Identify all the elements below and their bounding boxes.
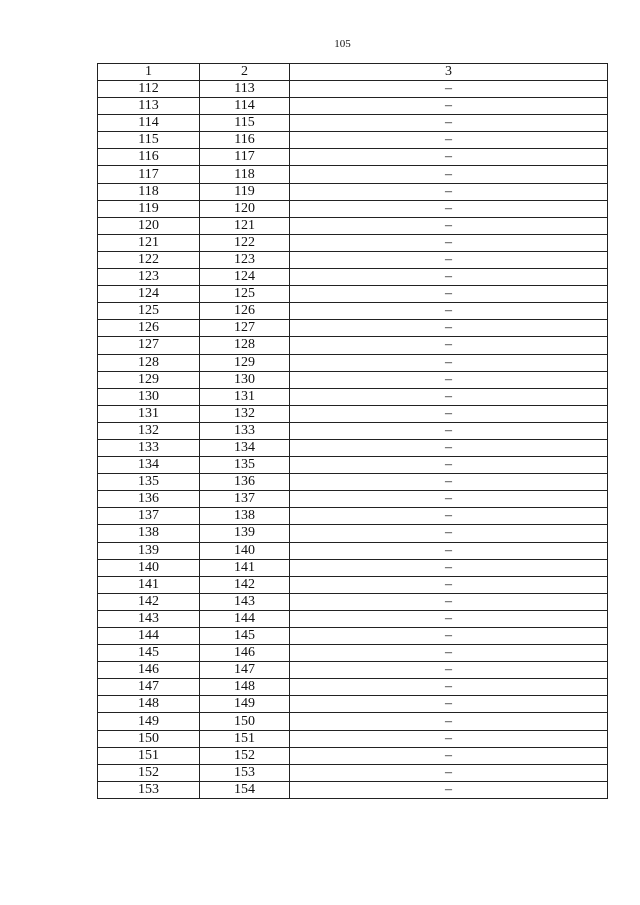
table-cell-col-2: 125: [200, 286, 290, 303]
table-row: [98, 303, 608, 320]
table-cell-col-2: 130: [200, 371, 290, 388]
table-cell-col-2: 119: [200, 183, 290, 200]
table-cell-col-1: 121: [98, 234, 200, 251]
table-cell-col-2: 136: [200, 474, 290, 491]
table-cell-col-2: 150: [200, 713, 290, 730]
table-cell-col-3: –: [290, 628, 608, 645]
table-cell-col-1: 118: [98, 183, 200, 200]
table-header-row: [98, 64, 608, 81]
table-cell-col-1: 119: [98, 200, 200, 217]
table-row: [98, 166, 608, 183]
table-cell-col-1: 149: [98, 713, 200, 730]
table-cell-col-3: –: [290, 422, 608, 439]
table-cell-col-2: 141: [200, 559, 290, 576]
table-row: [98, 730, 608, 747]
table-cell-col-2: 118: [200, 166, 290, 183]
table-cell-col-1: 148: [98, 696, 200, 713]
table-row: [98, 217, 608, 234]
table-row: [98, 320, 608, 337]
table-cell-col-1: 124: [98, 286, 200, 303]
table-cell-col-3: –: [290, 405, 608, 422]
table-cell-col-2: 121: [200, 217, 290, 234]
table-row: [98, 576, 608, 593]
table-cell-col-2: 142: [200, 576, 290, 593]
table-row: [98, 234, 608, 251]
table-row: [98, 525, 608, 542]
table-row: [98, 747, 608, 764]
column-header-3: 3: [290, 64, 608, 81]
table-row: [98, 559, 608, 576]
table-row: [98, 474, 608, 491]
table-cell-col-2: 132: [200, 405, 290, 422]
table-cell-col-3: –: [290, 388, 608, 405]
table-cell-col-3: –: [290, 457, 608, 474]
table-row: [98, 149, 608, 166]
table-cell-col-2: 144: [200, 610, 290, 627]
table-cell-col-3: –: [290, 491, 608, 508]
table-cell-col-2: 138: [200, 508, 290, 525]
table-cell-col-2: 133: [200, 422, 290, 439]
table-row: [98, 388, 608, 405]
table-cell-col-2: 127: [200, 320, 290, 337]
table-cell-col-3: –: [290, 81, 608, 98]
table-cell-col-1: 115: [98, 132, 200, 149]
table-cell-col-3: –: [290, 183, 608, 200]
table-cell-col-3: –: [290, 149, 608, 166]
table-cell-col-2: 129: [200, 354, 290, 371]
table-cell-col-1: 125: [98, 303, 200, 320]
table-body: [98, 81, 608, 799]
table-cell-col-1: 137: [98, 508, 200, 525]
table-cell-col-3: –: [290, 132, 608, 149]
table-cell-col-1: 131: [98, 405, 200, 422]
table-cell-col-2: 115: [200, 115, 290, 132]
table-cell-col-3: –: [290, 286, 608, 303]
table-cell-col-3: –: [290, 696, 608, 713]
table-row: [98, 337, 608, 354]
table-cell-col-2: 140: [200, 542, 290, 559]
table-cell-col-1: 123: [98, 269, 200, 286]
table-cell-col-1: 145: [98, 645, 200, 662]
table-row: [98, 405, 608, 422]
table-row: [98, 593, 608, 610]
table-row: [98, 610, 608, 627]
page-number: 105: [334, 38, 351, 50]
table-row: [98, 354, 608, 371]
table-cell-col-1: 113: [98, 98, 200, 115]
table-row: [98, 98, 608, 115]
table-cell-col-1: 136: [98, 491, 200, 508]
table-cell-col-2: 152: [200, 747, 290, 764]
table-cell-col-1: 152: [98, 764, 200, 781]
table-cell-col-2: 147: [200, 662, 290, 679]
table-cell-col-3: –: [290, 730, 608, 747]
table-cell-col-3: –: [290, 234, 608, 251]
table-row: [98, 439, 608, 456]
table-cell-col-2: 139: [200, 525, 290, 542]
table-cell-col-1: 132: [98, 422, 200, 439]
table-cell-col-3: –: [290, 115, 608, 132]
table-cell-col-1: 128: [98, 354, 200, 371]
table-cell-col-1: 139: [98, 542, 200, 559]
table-cell-col-1: 150: [98, 730, 200, 747]
table-cell-col-3: –: [290, 320, 608, 337]
table-cell-col-1: 134: [98, 457, 200, 474]
table-row: [98, 645, 608, 662]
table-cell-col-2: 126: [200, 303, 290, 320]
table-row: [98, 713, 608, 730]
table-cell-col-2: 151: [200, 730, 290, 747]
table-row: [98, 183, 608, 200]
table-cell-col-3: –: [290, 98, 608, 115]
table-cell-col-1: 141: [98, 576, 200, 593]
table-cell-col-3: –: [290, 217, 608, 234]
table-row: [98, 132, 608, 149]
table-cell-col-2: 114: [200, 98, 290, 115]
table-row: [98, 491, 608, 508]
table-row: [98, 251, 608, 268]
table-row: [98, 764, 608, 781]
table-cell-col-3: –: [290, 269, 608, 286]
table-cell-col-3: –: [290, 337, 608, 354]
table-cell-col-2: 153: [200, 764, 290, 781]
table-cell-col-2: 117: [200, 149, 290, 166]
table-cell-col-2: 113: [200, 81, 290, 98]
table-cell-col-3: –: [290, 371, 608, 388]
table-cell-col-2: 134: [200, 439, 290, 456]
table-cell-col-2: 120: [200, 200, 290, 217]
table-cell-col-3: –: [290, 747, 608, 764]
data-table: [97, 63, 608, 799]
table-cell-col-2: 128: [200, 337, 290, 354]
table-cell-col-3: –: [290, 713, 608, 730]
table-cell-col-1: 127: [98, 337, 200, 354]
table-cell-col-2: 124: [200, 269, 290, 286]
table-cell-col-1: 116: [98, 149, 200, 166]
table-cell-col-1: 114: [98, 115, 200, 132]
table-cell-col-3: –: [290, 525, 608, 542]
table-cell-col-3: –: [290, 166, 608, 183]
table-row: [98, 628, 608, 645]
table-row: [98, 81, 608, 98]
table-cell-col-1: 117: [98, 166, 200, 183]
table-cell-col-2: 146: [200, 645, 290, 662]
column-header-1: 1: [98, 64, 200, 81]
table-cell-col-1: 142: [98, 593, 200, 610]
table-row: [98, 679, 608, 696]
table-row: [98, 422, 608, 439]
table-cell-col-3: –: [290, 303, 608, 320]
table-cell-col-1: 140: [98, 559, 200, 576]
table-cell-col-3: –: [290, 662, 608, 679]
table-cell-col-1: 147: [98, 679, 200, 696]
table-cell-col-1: 151: [98, 747, 200, 764]
table-row: [98, 371, 608, 388]
table-cell-col-2: 116: [200, 132, 290, 149]
table-cell-col-3: –: [290, 645, 608, 662]
table-cell-col-3: –: [290, 439, 608, 456]
table-cell-col-3: –: [290, 559, 608, 576]
table-cell-col-3: –: [290, 354, 608, 371]
table-cell-col-1: 153: [98, 781, 200, 798]
table-cell-col-3: –: [290, 508, 608, 525]
table-cell-col-3: –: [290, 781, 608, 798]
table-cell-col-1: 126: [98, 320, 200, 337]
table-cell-col-2: 148: [200, 679, 290, 696]
table-cell-col-2: 154: [200, 781, 290, 798]
table-cell-col-1: 135: [98, 474, 200, 491]
table-cell-col-1: 144: [98, 628, 200, 645]
table-row: [98, 662, 608, 679]
table-cell-col-1: 129: [98, 371, 200, 388]
table-cell-col-2: 145: [200, 628, 290, 645]
table-cell-col-3: –: [290, 764, 608, 781]
table-row: [98, 508, 608, 525]
table-cell-col-1: 138: [98, 525, 200, 542]
table-cell-col-2: 131: [200, 388, 290, 405]
table-row: [98, 781, 608, 798]
table-cell-col-1: 112: [98, 81, 200, 98]
table-cell-col-2: 143: [200, 593, 290, 610]
table-cell-col-2: 137: [200, 491, 290, 508]
table-row: [98, 269, 608, 286]
table-row: [98, 115, 608, 132]
table-cell-col-1: 143: [98, 610, 200, 627]
table-cell-col-3: –: [290, 200, 608, 217]
table-cell-col-3: –: [290, 610, 608, 627]
table-cell-col-1: 146: [98, 662, 200, 679]
table-cell-col-3: –: [290, 474, 608, 491]
table-cell-col-3: –: [290, 542, 608, 559]
table-cell-col-1: 122: [98, 251, 200, 268]
table-cell-col-2: 122: [200, 234, 290, 251]
table-cell-col-3: –: [290, 593, 608, 610]
table-cell-col-3: –: [290, 679, 608, 696]
table-cell-col-1: 133: [98, 439, 200, 456]
table-row: [98, 696, 608, 713]
table-cell-col-1: 120: [98, 217, 200, 234]
column-header-2: 2: [200, 64, 290, 81]
table-cell-col-1: 130: [98, 388, 200, 405]
table-row: [98, 542, 608, 559]
table-cell-col-3: –: [290, 576, 608, 593]
table-cell-col-2: 149: [200, 696, 290, 713]
table-cell-col-3: –: [290, 251, 608, 268]
table-row: [98, 286, 608, 303]
table-cell-col-2: 135: [200, 457, 290, 474]
table-row: [98, 200, 608, 217]
table-row: [98, 457, 608, 474]
table-cell-col-2: 123: [200, 251, 290, 268]
